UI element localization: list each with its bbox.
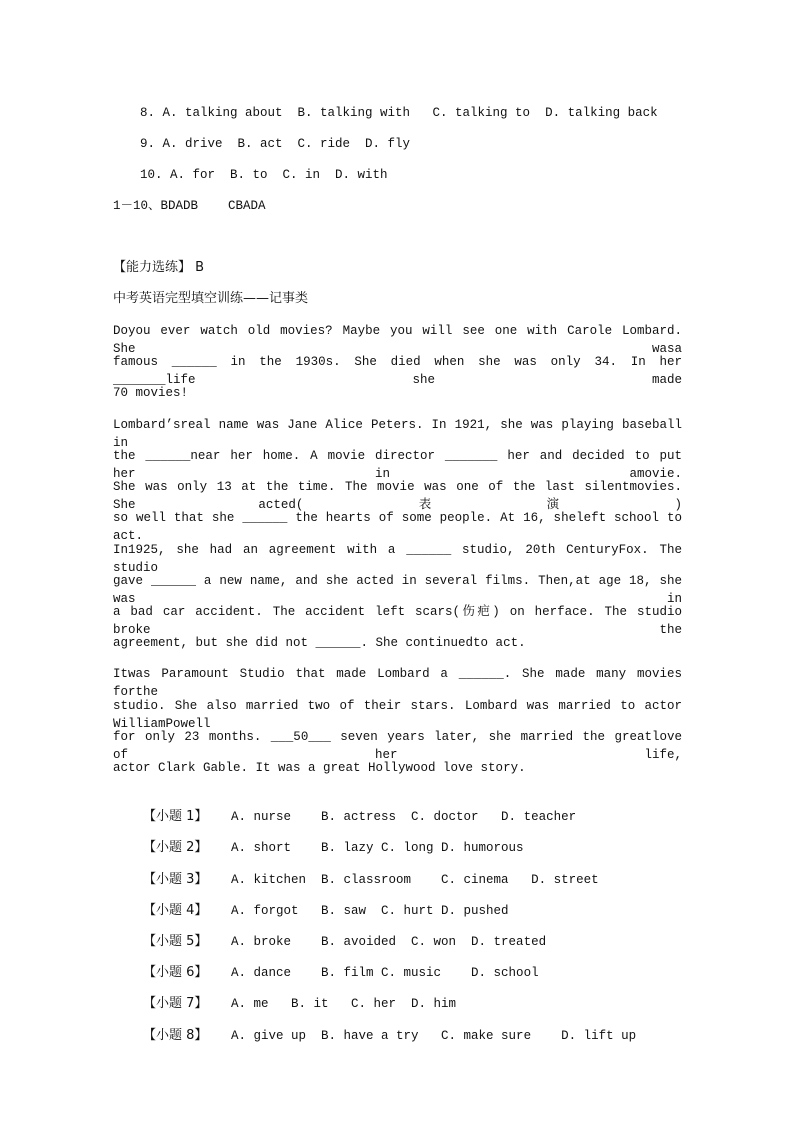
section-header: 【能力选练】 B bbox=[113, 260, 205, 275]
passage-line-15: actor Clark Gable. It was a great Hollywood love story. bbox=[113, 761, 526, 775]
question-options: A. broke B. avoided C. won D. treated bbox=[231, 935, 547, 949]
passage-line-3: 70 movies! bbox=[113, 386, 189, 400]
passage-line-8: In1925, she had an agreement with a ______ studio, 20th CenturyFox. The studio bbox=[113, 543, 682, 575]
option-line-10: 10. A. for B. to C. in D. with bbox=[140, 168, 388, 182]
passage-line-4: Lombard’sreal name was Jane Alice Peters. In 1921, she was playing baseball in bbox=[113, 418, 682, 450]
question-options: A. kitchen B. classroom C. cinema D. street bbox=[231, 873, 599, 887]
option-line-9: 9. A. drive B. act C. ride D. fly bbox=[140, 137, 411, 151]
question-options: A. dance B. film C. music D. school bbox=[231, 966, 539, 980]
question-label: 【小题 8】 bbox=[143, 1028, 208, 1043]
question-options: A. give up B. have a try C. make sure D. lift up bbox=[231, 1029, 637, 1043]
question-label: 【小题 6】 bbox=[143, 965, 208, 980]
question-options: A. nurse B. actress C. doctor D. teacher bbox=[231, 810, 577, 824]
passage-line-10: a bad car accident. The accident left scars(伤疤) on herface. The studio broke the bbox=[113, 605, 682, 637]
question-label: 【小题 5】 bbox=[143, 934, 208, 949]
passage-line-6: She was only 13 at the time. The movie was one of the last silentmovies. She acted(表演) bbox=[113, 480, 682, 512]
passage-line-9: gave ______ a new name, and she acted in several films. Then,at age 18, she was in bbox=[113, 574, 682, 606]
question-options: A. short B. lazy C. long D. humorous bbox=[231, 841, 524, 855]
question-2 bbox=[113, 821, 524, 855]
passage-line-7: so well that she ______ the hearts of some people. At 16, sheleft school to act. bbox=[113, 511, 682, 543]
answer-key: 1－10、BDADB CBADA bbox=[113, 199, 266, 213]
question-6 bbox=[113, 946, 539, 980]
question-1 bbox=[113, 790, 577, 824]
question-3 bbox=[113, 853, 599, 887]
question-8 bbox=[113, 1009, 637, 1043]
section-title: 中考英语完型填空训练——记事类 bbox=[113, 291, 309, 306]
question-options: A. me B. it C. her D. him bbox=[231, 997, 457, 1011]
passage-line-14: for only 23 months. ___50___ seven years later, she married the greatlove of her life, bbox=[113, 730, 682, 762]
passage-line-12: Itwas Paramount Studio that made Lombard a ______. She made many movies forthe bbox=[113, 667, 682, 699]
question-5 bbox=[113, 915, 547, 949]
question-label: 【小题 2】 bbox=[143, 840, 208, 855]
option-line-8: 8. A. talking about B. talking with C. talking to D. talking back bbox=[140, 106, 658, 120]
question-label: 【小题 7】 bbox=[143, 996, 208, 1011]
passage-line-5: the ______near her home. A movie director _______ her and decided to put her in amovie. bbox=[113, 449, 682, 481]
passage-line-11: agreement, but she did not ______. She continuedto act. bbox=[113, 636, 526, 650]
passage-line-13: studio. She also married two of their stars. Lombard was married to actor WilliamPowell bbox=[113, 699, 682, 731]
question-label: 【小题 3】 bbox=[143, 872, 208, 887]
question-options: A. forgot B. saw C. hurt D. pushed bbox=[231, 904, 509, 918]
question-label: 【小题 4】 bbox=[143, 903, 208, 918]
question-7 bbox=[113, 977, 457, 1011]
passage-line-1: Doyou ever watch old movies? Maybe you will see one with Carole Lombard. She wasa bbox=[113, 324, 682, 356]
passage-line-2: famous ______ in the 1930s. She died when she was only 34. In her _______life she made bbox=[113, 355, 682, 387]
question-4 bbox=[113, 884, 509, 918]
question-label: 【小题 1】 bbox=[143, 809, 208, 824]
